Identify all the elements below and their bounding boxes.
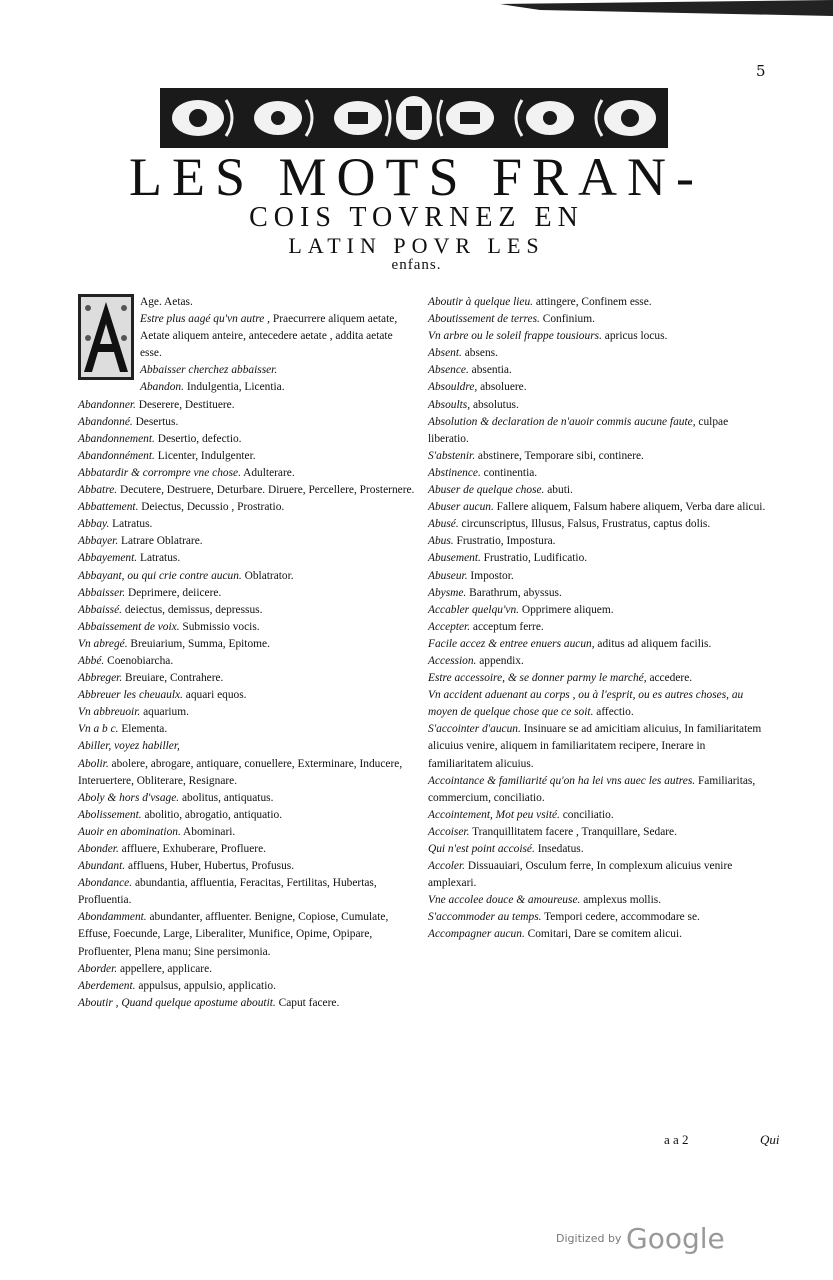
dictionary-entry xyxy=(78,585,416,602)
french-headword: Abandon. xyxy=(140,381,184,394)
french-headword: Abbreuer les cheuaulx. xyxy=(78,689,183,702)
left-column xyxy=(78,294,416,1012)
french-headword: Absolution & declaration de n'auoir commis aucune faute, xyxy=(428,415,696,428)
french-headword: Abolir. xyxy=(78,757,109,770)
dictionary-entry xyxy=(428,653,768,670)
latin-gloss: Comitari, Dare se comitem alicui. xyxy=(524,928,683,941)
latin-gloss: Decutere, Destruere, Deturbare. Diruere, Percellere, Prosternere. xyxy=(117,484,415,497)
title-line-3: LATIN POVR LES xyxy=(288,233,545,258)
latin-gloss: conciliatio. xyxy=(559,808,614,821)
latin-gloss: amplexus mollis. xyxy=(580,894,662,907)
latin-gloss: abundantia, affluentia, Feracitas, Fertilitas, Hubertas, Profluentia. xyxy=(78,877,377,907)
dictionary-entry xyxy=(428,892,768,909)
latin-gloss: Insedatus. xyxy=(534,843,584,855)
dictionary-entry xyxy=(78,995,416,1012)
latin-gloss: Barathrum, abyssus. xyxy=(466,586,562,599)
french-headword: S'abstenir. xyxy=(428,449,476,462)
latin-gloss: Submissio vocis. xyxy=(179,620,260,633)
dictionary-entry xyxy=(428,294,768,311)
dictionary-entry xyxy=(78,824,416,841)
french-headword: Abuser de quelque chose. xyxy=(428,484,545,497)
french-headword: Abuser aucun. xyxy=(428,501,494,514)
page-edge-shadow xyxy=(500,0,833,16)
french-headword: Accabler quelqu'vn. xyxy=(428,603,519,616)
dictionary-entry xyxy=(428,619,768,636)
latin-gloss: Licenter, Indulgenter. xyxy=(154,449,256,462)
page-number: 5 xyxy=(756,62,766,80)
dictionary-entry xyxy=(78,568,416,585)
latin-gloss: aquari equos. xyxy=(182,689,247,702)
dictionary-entry xyxy=(78,602,416,619)
french-headword: Abuseur. xyxy=(428,569,468,582)
latin-gloss: Breuiare, Contrahere. xyxy=(122,672,224,685)
french-headword: Abbay. xyxy=(78,518,110,531)
dictionary-entry xyxy=(78,978,416,995)
latin-gloss: circunscriptus, Illusus, Falsus, Frustratus, captus dolis. xyxy=(458,518,711,531)
latin-gloss: abundanter, affluenter. Benigne, Copiose, Cumulate, Effuse, Foecunde, Large, Liberaliter, Munifice, Opime, Opipare, Profluenter, Plena manu; Sine persimonia. xyxy=(78,911,389,958)
dictionary-entry xyxy=(78,431,416,448)
french-headword: Abondamment. xyxy=(78,911,147,924)
latin-gloss: appellere, applicare. xyxy=(117,962,213,975)
french-headword: Abbreger. xyxy=(78,672,123,685)
latin-gloss: Fallere aliquem, Falsum habere aliquem, Verba dare alicui. xyxy=(493,501,766,514)
french-headword: Qui n'est point accoisé. xyxy=(428,843,535,855)
latin-gloss: Tranquillitatem facere , Tranquillare, Sedare. xyxy=(469,825,677,838)
dictionary-entry xyxy=(78,858,416,875)
dictionary-entry xyxy=(78,379,416,396)
dictionary-entry xyxy=(428,858,768,892)
french-headword: Abandonné. xyxy=(78,415,133,428)
french-headword: Absoults, xyxy=(428,398,471,411)
dictionary-entry xyxy=(428,379,768,396)
latin-gloss: abolitus, antiquatus. xyxy=(179,791,274,804)
french-headword: Vn abregé. xyxy=(78,637,128,650)
dictionary-entry xyxy=(428,397,768,414)
dictionary-entry xyxy=(428,448,768,465)
latin-gloss: appulsus, appulsio, applicatio. xyxy=(135,979,276,992)
title-line-4: enfans. xyxy=(391,257,442,273)
dictionary-entry xyxy=(78,875,416,909)
french-headword: Estre accessoire, & se donner parmy le marché, xyxy=(428,672,647,685)
french-headword: Accompagner aucun. xyxy=(428,928,525,941)
french-headword: Vne accolee douce & amoureuse. xyxy=(428,894,581,907)
french-headword: Absence. xyxy=(428,364,469,377)
french-headword: Accession. xyxy=(428,654,477,667)
french-headword: Abbayant, ou qui crie contre aucun. xyxy=(78,569,242,582)
french-headword: Accointance & familiarité qu'on ha lei vns auec les autres. xyxy=(428,774,696,787)
latin-gloss: aditus ad aliquem facilis. xyxy=(594,637,712,650)
latin-gloss: attingere, Confinem esse. xyxy=(533,296,652,308)
french-headword: Aboutir , Quand quelque apostume aboutit. xyxy=(78,996,276,1009)
latin-gloss: Impostor. xyxy=(467,569,514,582)
dictionary-entry xyxy=(78,448,416,465)
french-headword: Vn a b c. xyxy=(78,723,119,736)
french-headword: Abbayer. xyxy=(78,535,119,548)
latin-gloss: Age. Aetas. xyxy=(140,296,193,308)
latin-gloss: Opprimere aliquem. xyxy=(519,603,614,616)
dictionary-entry xyxy=(78,738,416,755)
dictionary-entry xyxy=(428,362,768,379)
digitized-by-label: Digitized by xyxy=(556,1232,622,1245)
latin-gloss: Confinium. xyxy=(539,313,595,326)
latin-gloss: Elementa. xyxy=(118,723,168,736)
latin-gloss: apricus locus. xyxy=(601,330,668,343)
dictionary-entry xyxy=(428,602,768,619)
dictionary-entry xyxy=(428,499,768,516)
latin-gloss: deiectus, demissus, depressus. xyxy=(121,603,263,616)
dictionary-entry xyxy=(428,482,768,499)
dictionary-entry xyxy=(428,585,768,602)
latin-gloss: acceptum ferre. xyxy=(470,620,544,633)
latin-gloss: culpae liberatio. xyxy=(428,415,729,445)
dictionary-entry xyxy=(78,516,416,533)
dictionary-entry xyxy=(428,533,768,550)
latin-gloss: Desertio, defectio. xyxy=(154,432,242,445)
dictionary-entry xyxy=(428,465,768,482)
latin-gloss: Deserere, Destituere. xyxy=(135,398,235,411)
french-headword: Auoir en abomination. xyxy=(78,825,181,838)
dictionary-entry xyxy=(78,499,416,516)
french-headword: Aboly & hors d'vsage. xyxy=(78,791,180,804)
google-watermark: Google xyxy=(626,1222,725,1255)
french-headword: Abandonner. xyxy=(78,398,136,411)
dictionary-entry xyxy=(428,414,768,448)
latin-gloss: Latratus. xyxy=(137,552,181,565)
dictionary-entry xyxy=(78,653,416,670)
french-headword: Estre plus aagé qu'vn autre , xyxy=(140,313,271,326)
french-headword: Absent. xyxy=(428,347,462,360)
french-headword: Vn accident aduenant au corps , ou à l'esprit, ou es autres choses, au moyen de quelque chose que ce soit. xyxy=(428,689,744,719)
french-headword: Accoler. xyxy=(428,860,466,873)
latin-gloss: Frustratio, Impostura. xyxy=(453,535,556,548)
latin-gloss: Breuiarium, Summa, Epitome. xyxy=(127,637,270,650)
french-headword: Accoiser. xyxy=(428,825,470,838)
dictionary-entry xyxy=(78,841,416,858)
french-headword: Vn arbre ou le soleil frappe tousiours. xyxy=(428,330,602,343)
french-headword: Abbaissement de voix. xyxy=(78,620,180,633)
french-headword: Absouldre, xyxy=(428,381,478,394)
french-headword: Abbaisser cherchez abbaisser. xyxy=(140,364,278,377)
dictionary-entry xyxy=(428,926,768,943)
french-headword: Accointement, Mot peu vsité. xyxy=(428,808,560,821)
signature-mark: a a 2 xyxy=(664,1132,689,1147)
french-headword: Abusement. xyxy=(428,552,481,565)
french-headword: Abbayement. xyxy=(78,552,138,565)
latin-gloss: Adulterare. xyxy=(240,466,295,479)
french-headword: Abus. xyxy=(428,535,454,548)
latin-gloss: affluens, Huber, Hubertus, Profusus. xyxy=(125,860,295,873)
latin-gloss: Oblatrator. xyxy=(241,569,294,582)
latin-gloss: absens. xyxy=(461,347,498,360)
dictionary-entry xyxy=(78,397,416,414)
dictionary-entry xyxy=(428,550,768,567)
latin-gloss: Familiaritas, commercium, conciliatio. xyxy=(428,774,756,804)
french-headword: Abandonnement. xyxy=(78,432,155,445)
dictionary-entry xyxy=(78,533,416,550)
dictionary-entry xyxy=(78,807,416,824)
dictionary-entry xyxy=(428,687,768,721)
dictionary-entry xyxy=(428,311,768,328)
french-headword: Facile accez & entree enuers aucun, xyxy=(428,637,595,650)
dictionary-entry xyxy=(78,961,416,978)
decorated-initial-letter xyxy=(78,294,134,380)
dictionary-entry xyxy=(428,807,768,824)
dictionary-entry xyxy=(428,841,768,858)
latin-gloss: abolitio, abrogatio, antiquatio. xyxy=(141,808,283,821)
dictionary-entry xyxy=(78,414,416,431)
french-headword: Abonder. xyxy=(78,843,119,855)
dictionary-entry xyxy=(78,636,416,653)
latin-gloss: absolutus. xyxy=(470,398,519,411)
dictionary-entry xyxy=(428,909,768,926)
dictionary-entry xyxy=(78,619,416,636)
dictionary-entry xyxy=(428,670,768,687)
latin-gloss: continentia. xyxy=(480,466,538,479)
latin-gloss: Deprimere, deiicere. xyxy=(125,586,222,599)
french-headword: Vn abbreuoir. xyxy=(78,706,141,719)
catchword: Qui xyxy=(760,1132,780,1147)
latin-gloss: Insinuare se ad amicitiam alicuius, In familiaritatem alicuius venire, aliquem in familiaritatem recipere, Inerare in familiaritatem alicuius. xyxy=(428,723,762,770)
dictionary-entry xyxy=(428,568,768,585)
latin-gloss: Latratus. xyxy=(109,518,153,531)
dictionary-entry xyxy=(428,721,768,772)
left-entry-list xyxy=(78,294,416,1012)
dictionary-entry xyxy=(78,670,416,687)
latin-gloss: abolere, abrogare, antiquare, conuellere, Exterminare, Inducere, Interuertere, Obliterare, Resignare. xyxy=(78,757,403,787)
latin-gloss: affluere, Exhuberare, Profluere. xyxy=(118,843,266,855)
french-headword: Abbattement. xyxy=(78,501,139,514)
french-headword: Accepter. xyxy=(428,620,471,633)
french-headword: Abbaissé. xyxy=(78,603,122,616)
dictionary-entry xyxy=(78,704,416,721)
dictionary-entry xyxy=(78,790,416,807)
right-column xyxy=(428,294,768,944)
dictionary-entry xyxy=(428,516,768,533)
latin-gloss: appendix. xyxy=(476,654,524,667)
french-headword: Abstinence. xyxy=(428,466,481,479)
latin-gloss: Deiectus, Decussio , Prostratio. xyxy=(138,501,285,514)
latin-gloss: Praecurrere aliquem aetate, Aetate aliquem anteire, antecedere aetate , addita aetate esse. xyxy=(140,313,398,360)
dictionary-entry xyxy=(78,909,416,960)
latin-gloss: Frustratio, Ludificatio. xyxy=(480,552,588,565)
french-headword: Abbatre. xyxy=(78,484,118,497)
french-headword: Abbaisser. xyxy=(78,586,126,599)
french-headword: Aboutissement de terres. xyxy=(428,313,540,326)
french-headword: Abbatardir & corrompre vne chose. xyxy=(78,466,241,479)
dictionary-entry xyxy=(78,756,416,790)
dictionary-entry xyxy=(428,345,768,362)
french-headword: Abysme. xyxy=(428,586,467,599)
french-headword: Abandonnément. xyxy=(78,449,155,462)
dictionary-entry xyxy=(78,465,416,482)
latin-gloss: Indulgentia, Licentia. xyxy=(183,381,285,394)
french-headword: S'accointer d'aucun. xyxy=(428,723,521,736)
latin-gloss: Latrare Oblatrare. xyxy=(118,535,203,548)
latin-gloss: Coenobiarcha. xyxy=(104,654,174,667)
french-headword: S'accommoder au temps. xyxy=(428,911,542,924)
french-headword: Abusé. xyxy=(428,518,459,531)
latin-gloss: absoluere. xyxy=(477,381,527,394)
dictionary-entry xyxy=(78,687,416,704)
french-headword: Aberdement. xyxy=(78,979,136,992)
latin-gloss: Dissuauiari, Osculum ferre, In complexum alicuius venire amplexari. xyxy=(428,860,733,890)
dictionary-entry xyxy=(428,328,768,345)
french-headword: Abolissement. xyxy=(78,808,142,821)
latin-gloss: Desertus. xyxy=(132,415,179,428)
dictionary-entry xyxy=(78,550,416,567)
latin-gloss: abuti. xyxy=(544,484,573,497)
latin-gloss: accedere. xyxy=(646,672,693,685)
french-headword: Abbé. xyxy=(78,654,105,667)
latin-gloss: aquarium. xyxy=(140,706,189,719)
french-headword: Aborder. xyxy=(78,962,118,975)
title-line-1: LES MOTS FRAN- xyxy=(128,147,705,207)
dictionary-entry xyxy=(428,824,768,841)
latin-gloss: absentia. xyxy=(468,364,512,377)
french-headword: Abiller, voyez habiller, xyxy=(78,740,180,753)
latin-gloss: Abominari. xyxy=(180,825,236,838)
latin-gloss: Caput facere. xyxy=(275,996,340,1009)
french-headword: Abondance. xyxy=(78,877,133,890)
latin-gloss: affectio. xyxy=(593,706,634,719)
french-headword: Aboutir à quelque lieu. xyxy=(428,296,534,308)
dictionary-entry xyxy=(78,721,416,738)
dictionary-entry xyxy=(428,773,768,807)
title-line-2: COIS TOVRNEZ EN xyxy=(249,202,584,233)
french-headword: Abundant. xyxy=(78,860,126,873)
dictionary-entry xyxy=(428,636,768,653)
latin-gloss: Tempori cedere, accommodare se. xyxy=(541,911,700,924)
right-entry-list xyxy=(428,294,768,944)
dictionary-entry xyxy=(78,482,416,499)
decorative-headpiece xyxy=(158,86,670,150)
latin-gloss: abstinere, Temporare sibi, continere. xyxy=(475,449,644,462)
